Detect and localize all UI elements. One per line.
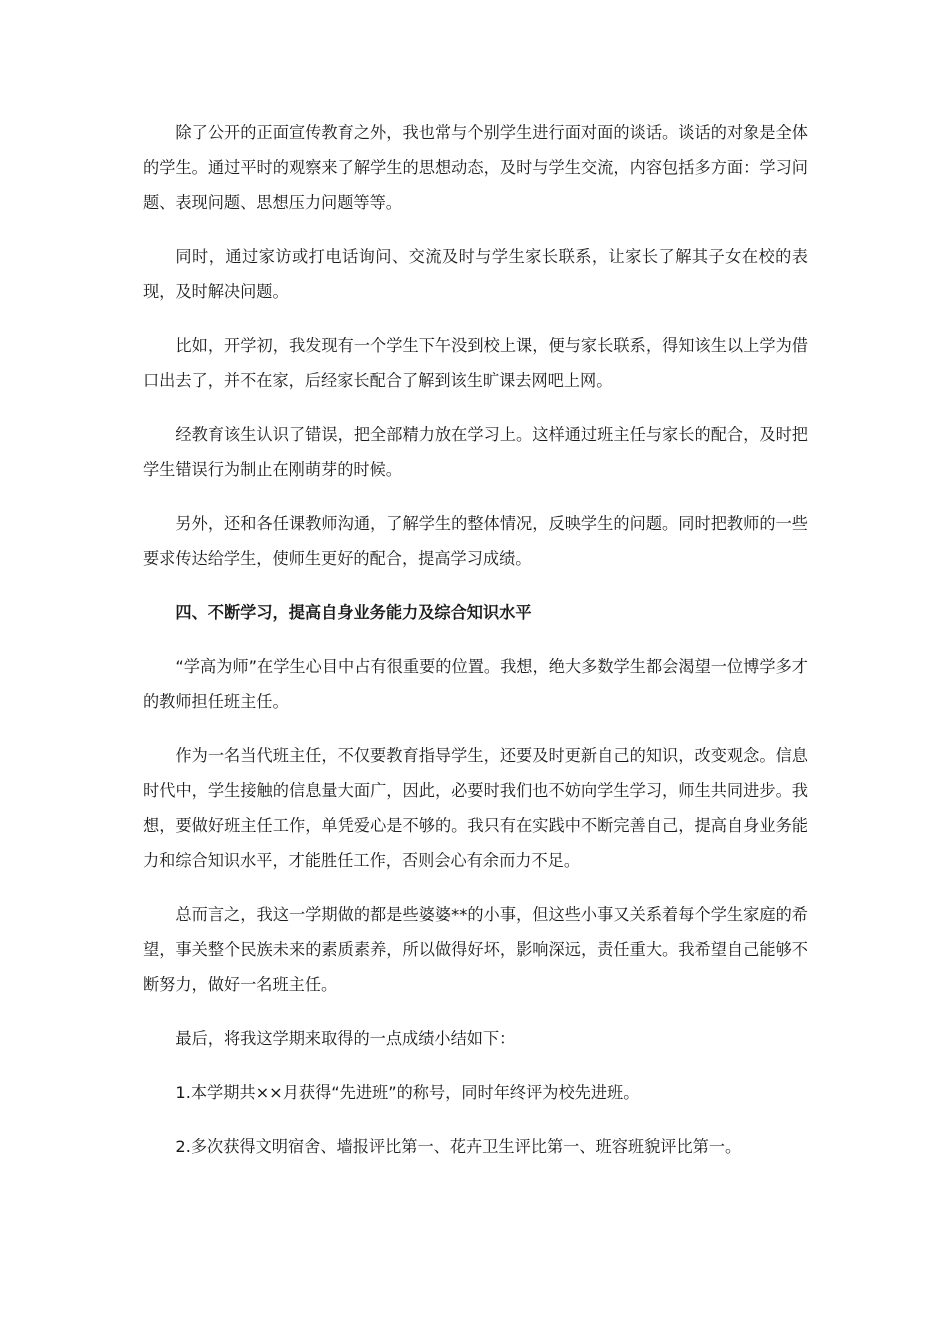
section-heading-continuous-learning: 四、不断学习，提高自身业务能力及综合知识水平 — [175, 603, 532, 622]
paragraph-achievements-intro: 最后，将我这学期来取得的一点成绩小结如下： — [175, 1029, 516, 1048]
list-item-achievement-1: 1.本学期共××月获得“先进班”的称号，同时年终评为校先进班。 — [175, 1083, 640, 1102]
document-page — [143, 115, 808, 1183]
paragraph-individual-talks: 除了公开的正面宣传教育之外，我也常与个别学生进行面对面的谈话。谈话的对象是全体的学生。通过平时的观察来了解学生的思想动态，及时与学生交流，内容包括多方面：学习问题、表现问题、思想压力问题等等。 — [143, 123, 808, 212]
paragraph-education-result: 经教育该生认识了错误，把全部精力放在学习上。这样通过班主任与家长的配合，及时把学生错误行为制止在刚萌芽的时候。 — [143, 425, 808, 479]
paragraph-home-visits: 同时，通过家访或打电话询问、交流及时与学生家长联系，让家长了解其子女在校的表现，及时解决问题。 — [143, 247, 808, 301]
paragraph-example-absence: 比如，开学初，我发现有一个学生下午没到校上课，便与家长联系，得知该生以上学为借口出去了，并不在家，后经家长配合了解到该生旷课去网吧上网。 — [143, 336, 808, 390]
paragraph-modern-head-teacher: 作为一名当代班主任，不仅要教育指导学生，还要及时更新自己的知识，改变观念。信息时代中，学生接触的信息量大面广，因此，必要时我们也不妨向学生学习，师生共同进步。我想，要做好班主任工作，单凭爱心是不够的。我只有在实践中不断完善自己，提高自身业务能力和综合知识水平，才能胜任工作，否则会心有余而力不足。 — [143, 746, 808, 870]
list-item-achievement-2: 2.多次获得文明宿舍、墙报评比第一、花卉卫生评比第一、班容班貌评比第一。 — [175, 1137, 742, 1156]
paragraph-learned-teacher: “学高为师”在学生心目中占有很重要的位置。我想，绝大多数学生都会渴望一位博学多才的教师担任班主任。 — [143, 657, 808, 711]
paragraph-summary: 总而言之，我这一学期做的都是些婆婆**的小事，但这些小事又关系着每个学生家庭的希望，事关整个民族未来的素质素养，所以做得好坏，影响深远，责任重大。我希望自己能够不断努力，做好一名班主任。 — [143, 905, 808, 994]
paragraph-teacher-communication: 另外，还和各任课教师沟通，了解学生的整体情况，反映学生的问题。同时把教师的一些要求传达给学生，使师生更好的配合，提高学习成绩。 — [143, 514, 808, 568]
